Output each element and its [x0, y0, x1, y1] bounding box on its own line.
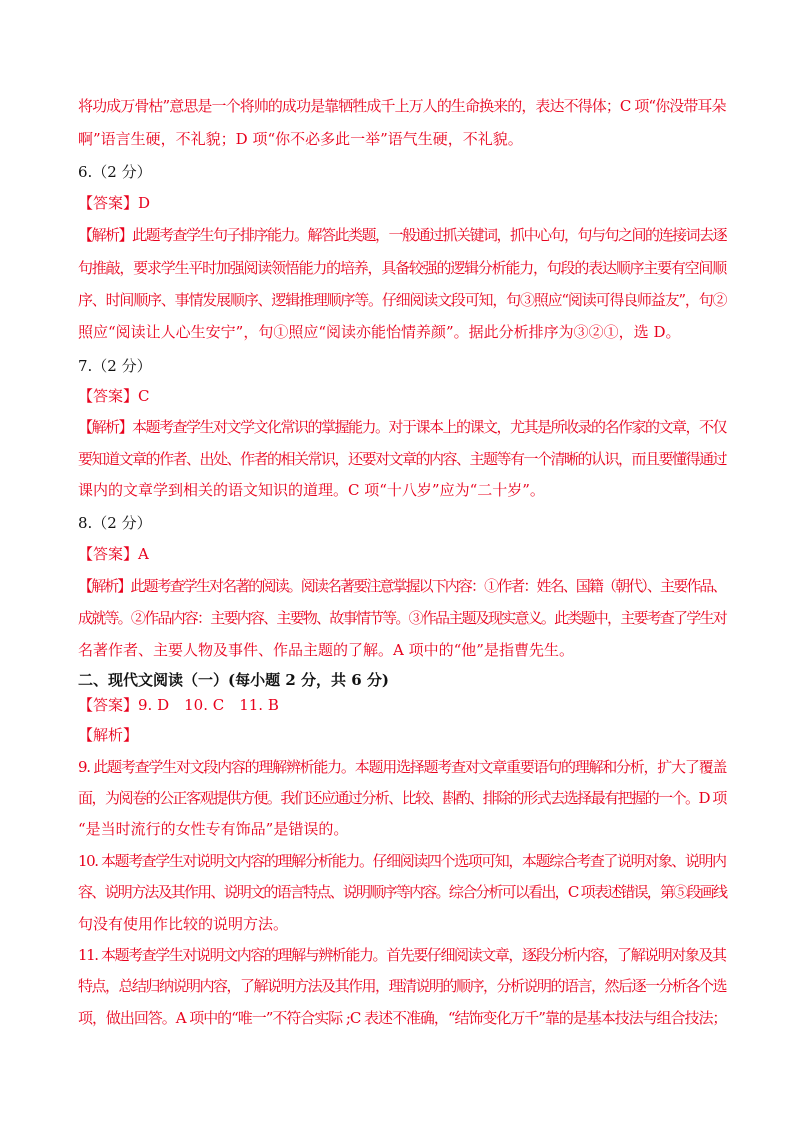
question-number: 7.（2 分） [78, 357, 152, 375]
answer-line: 【答案】A [78, 545, 149, 563]
text-line: 11. 本题考查学生对说明文内容的理解与辨析能力。首先要仔细阅读文章，逐段分析内容，了解说明对象及其 [78, 946, 726, 964]
text-line: 照应“阅读让人心生安宁”，句①照应“阅读亦能怡情养颜”。据此分析排序为③②①，选 D。 [78, 323, 681, 341]
answer-line: 【答案】C [78, 387, 150, 405]
text-line: 句推敲，要求学生平时加强阅读领悟能力的培养，具备较强的逻辑分析能力，句段的表达顺序主要有空间顺 [78, 259, 726, 277]
text-line: 特点，总结归纳说明内容，了解说明方法及其作用，理清说明的顺序，分析说明的语言，然后逐一分析各个选 [78, 977, 727, 995]
text-line: 容、说明方法及其作用、说明文的语言特点、说明顺序等内容。综合分析可以看出，C 项表述错误，第⑤段画线 [78, 883, 727, 901]
text-line: 项，做出回答。A 项中的“唯一”不符合实际 ;C 表述不准确，“结饰变化万千”靠的是基本技法与组合技法； [78, 1009, 727, 1027]
section-heading: 二、现代文阅读（一）(每小题 2 分，共 6 分) [78, 671, 389, 689]
text-line: 序、时间顺序、事情发展顺序、逻辑推理顺序等。仔细阅读文段可知，句③照应“阅读可得良师益友”，句② [78, 291, 727, 309]
text-line: “是当时流行的女性专有饰品”是错误的。 [78, 820, 349, 838]
question-number: 6.（2 分） [78, 163, 152, 181]
answer-line: 【答案】D [78, 194, 151, 212]
text-line: 啊”语言生硬，不礼貌；D 项“你不必多此一举”语气生硬，不礼貌。 [78, 130, 523, 148]
analysis-line: 【解析】本题考查学生对文学文化常识的掌握能力。对于课本上的课文，尤其是所收录的名作家的文章，不仅 [78, 418, 727, 436]
text-line: 要知道文章的作者、出处、作者的相关常识，还要对文章的内容、主题等有一个清晰的认识，而且要懂得通过 [78, 450, 727, 468]
text-line: 将功成万骨枯”意思是一个将帅的成功是靠牺牲成千上万人的生命换来的，表达不得体；C 项“你没带耳朵 [78, 97, 726, 115]
analysis-line: 【解析】 [78, 726, 139, 744]
text-line: 句没有使用作比较的说明方法。 [78, 915, 289, 933]
analysis-line: 【解析】此题考查学生句子排序能力。解答此类题，一般通过抓关键词，抓中心句，句与句之间的连接词去逐 [78, 226, 727, 244]
question-number: 8.（2 分） [78, 514, 152, 532]
text-line: 面，为阅卷的公正客观提供方便。我们还应通过分析、比较、斟酌、排除的形式去选择最有把握的一个。D 项 [78, 789, 726, 807]
answer-line: 【答案】9. D 10. C 11. B [78, 696, 279, 714]
text-line: 名著作者、主要人物及事件、作品主题的了解。A 项中的“他”是指曹先生。 [78, 641, 574, 659]
text-line: 10. 本题考查学生对说明文内容的理解分析能力。仔细阅读四个选项可知，本题综合考查了说明对象、说明内 [78, 852, 726, 870]
text-line: 9. 此题考查学生对文段内容的理解辨析能力。本题用选择题考查对文章重要语句的理解和分析，扩大了覆盖 [78, 758, 727, 776]
text-line: 成就等。②作品内容：主要内容、主要物、故事情节等。③作品主题及现实意义。此类题中，主要考查了学生对 [78, 609, 726, 627]
analysis-line: 【解析】此题考查学生对名著的阅读。阅读名著要注意掌握以下内容：①作者：姓名、国籍（朝代）、主要作品、 [78, 577, 726, 595]
text-line: 课内的文章学到相关的语文知识的道理。C 项“十八岁”应为“二十岁”。 [78, 481, 545, 499]
